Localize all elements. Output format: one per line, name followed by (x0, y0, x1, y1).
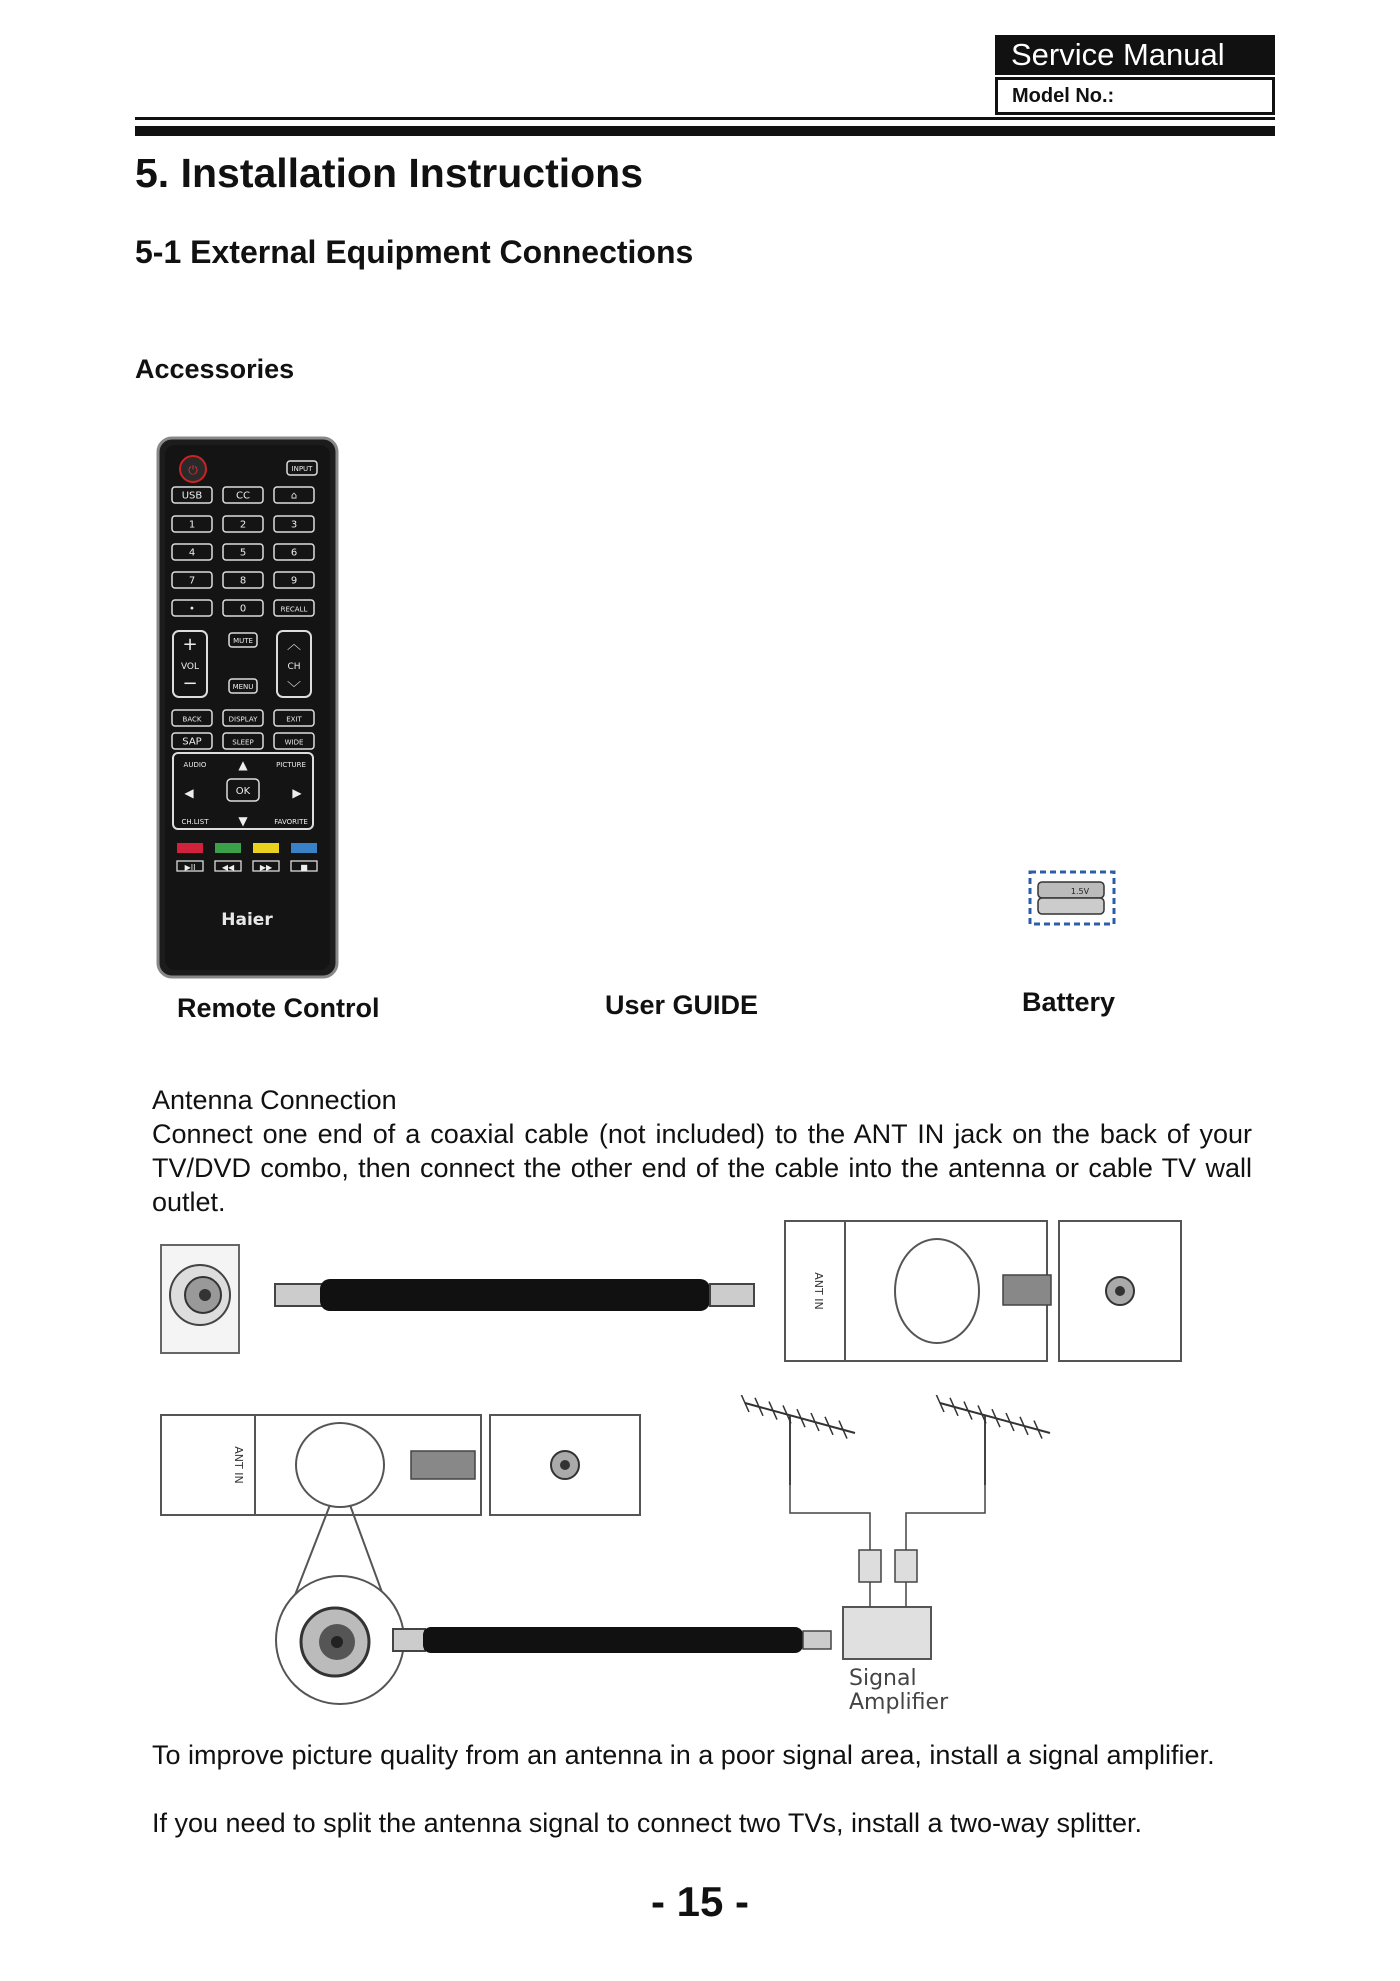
caption-battery: Battery (1022, 987, 1116, 1017)
remote-color-key-1 (215, 843, 241, 853)
remote-digit-8-label: 9 (290, 575, 298, 587)
remote-menu-label: MENU (232, 683, 254, 691)
remote-digit-1-label: 2 (239, 519, 247, 531)
remote-picture-label: PICTURE (276, 761, 306, 769)
remote-digit-2-label: 3 (290, 519, 298, 531)
subsection-title: 5-1 External Equipment Connections (135, 234, 694, 270)
remote-back-row-2-label: EXIT (286, 715, 302, 724)
remote-input-label: INPUT (291, 465, 313, 473)
svg-text:■: ■ (300, 863, 308, 872)
ant-in-label-top: ANT IN (812, 1272, 825, 1310)
page-number: - 15 - (650, 1878, 750, 1925)
remote-control-image (155, 435, 340, 980)
remote-digit-0-label: 1 (188, 519, 196, 531)
remote-digit-11-label: RECALL (280, 605, 308, 614)
svg-text:+: + (182, 634, 198, 655)
remote-vol-label: VOL (180, 662, 200, 672)
remote-key-1-label: CC (236, 490, 250, 502)
remote-ch-label: CH (287, 662, 301, 672)
remote-audio-label: AUDIO (183, 761, 207, 769)
remote-digit-6-label: 7 (188, 575, 196, 587)
battery-voltage-label: 1.5V (1070, 887, 1090, 896)
ant-in-label-bottom: ANT IN (232, 1446, 245, 1484)
remote-brand-logo: Haier (221, 910, 273, 930)
svg-text:▼: ▼ (238, 814, 248, 828)
amplifier-label-line1: Signal (849, 1666, 917, 1691)
remote-sap-row-0-label: SAP (182, 736, 202, 748)
remote-digit-7-label: 8 (239, 575, 247, 587)
remote-key-2-label: ⌂ (290, 490, 298, 502)
svg-text:▲: ▲ (238, 758, 248, 772)
remote-digit-4-label: 5 (239, 547, 247, 559)
remote-key-0-label: USB (181, 490, 203, 502)
antenna-icon-right (936, 1395, 1050, 1439)
remote-color-key-3 (291, 843, 317, 853)
svg-text:▶II: ▶II (184, 863, 196, 872)
svg-text:◀: ◀ (184, 786, 194, 800)
svg-text:▶▶: ▶▶ (259, 863, 273, 872)
svg-text:▶: ▶ (292, 786, 302, 800)
remote-favorite-label: FAVORITE (274, 818, 308, 826)
remote-color-key-0 (177, 843, 203, 853)
remote-digit-10-label: 0 (239, 603, 247, 615)
svg-text:﹀: ﹀ (287, 681, 301, 697)
header-rule-thin (135, 117, 1275, 120)
amplifier-label-line2: Amplifier (849, 1690, 949, 1715)
remote-digit-5-label: 6 (290, 547, 298, 559)
svg-text:︿: ︿ (287, 637, 301, 653)
remote-back-row-0-label: BACK (182, 715, 202, 724)
svg-text:⏻: ⏻ (188, 463, 198, 477)
remote-sap-row-2-label: WIDE (284, 738, 304, 747)
header-rule-thick (135, 126, 1275, 136)
svg-text:◀◀: ◀◀ (221, 863, 235, 872)
caption-remote-control: Remote Control (177, 993, 380, 1023)
svg-text:−: − (182, 673, 198, 694)
remote-color-key-2 (253, 843, 279, 853)
remote-chlist-label: CH.LIST (181, 818, 209, 826)
service-manual-title: Service Manual (995, 35, 1275, 75)
battery-image (1028, 870, 1116, 926)
remote-back-row-1-label: DISPLAY (228, 715, 258, 724)
coaxial-cable-diagram (155, 1215, 1185, 1375)
model-number-field: Model No.: (995, 77, 1275, 115)
remote-digit-9-label: • (189, 603, 195, 615)
section-title: 5. Installation Instructions (135, 150, 644, 196)
caption-user-guide: User GUIDE (605, 990, 759, 1020)
closing-paragraph-1: To improve picture quality from an antenna in a poor signal area, install a signal amplifier. (152, 1740, 1215, 1770)
antenna-paragraph: Connect one end of a coaxial cable (not included) to the ANT IN jack on the back of your TV/DVD combo, then connect the other end of the cable into the antenna or cable TV wall outlet. (152, 1119, 1252, 1217)
remote-ok-label: OK (235, 786, 251, 797)
closing-paragraph-2: If you need to split the antenna signal to connect two TVs, install a two-way splitter. (152, 1808, 1143, 1838)
signal-amplifier-diagram (155, 1395, 1185, 1735)
accessories-heading: Accessories (135, 354, 295, 384)
antenna-icon-left (741, 1395, 855, 1439)
remote-sap-row-1-label: SLEEP (232, 738, 254, 747)
antenna-heading: Antenna Connection (152, 1085, 397, 1115)
remote-mute-label: MUTE (233, 637, 253, 645)
remote-digit-3-label: 4 (188, 547, 196, 559)
